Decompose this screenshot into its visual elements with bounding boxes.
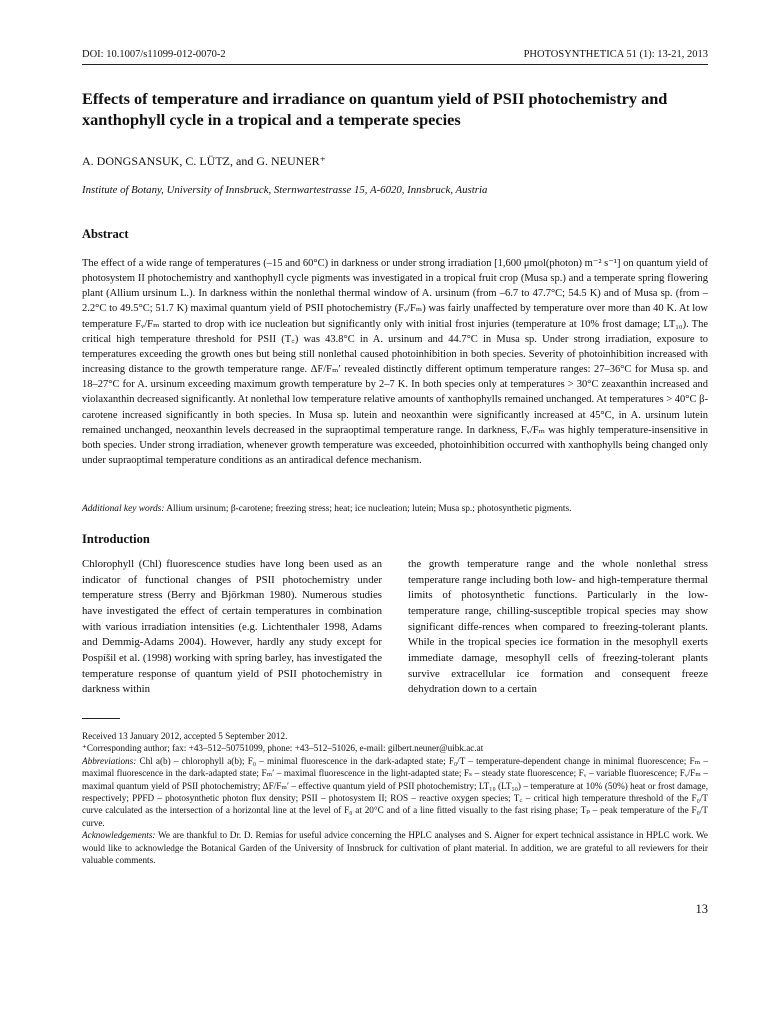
abstract-heading: Abstract — [82, 227, 129, 241]
acknowledgements-label: Acknowledgements: — [82, 830, 156, 841]
introduction-column-left: Chlorophyll (Chl) fluorescence studies have long been used as an indicator of functional changes of PSII photochemistry under temperature stress (Berry and Björkman 1980). Numerous studies have investigated the effect of certain temperatures in combination with various irradiation intensities (e.g. Lichtenthaler 1998, Adams and Demmig-Adams 2004). However, hardly any study except for Pospíšil et al. (1998) working with spring barley, has investigated the temperature response of quantum yield of PSII photochemistry in darkness within — [82, 558, 382, 696]
abbreviations — [82, 755, 708, 829]
keywords-text: Allium ursinum; β-carotene; freezing stress; heat; ice nucleation; lutein; Musa sp.; photosynthetic pigments. — [164, 504, 572, 514]
introduction-heading: Introduction — [82, 532, 150, 546]
abstract-text: The effect of a wide range of temperatures (–15 and 60°C) in darkness or under strong irradiation [1,600 μmol(photon) m⁻² s⁻¹] on quantum yield of photosystem II photochemistry and xanthophyll cycle pigments was investigated in a tropical fruit crop (Musa sp.) and a temperate spring flowering plant (Allium ursinum L.). In darkness within the nonlethal thermal window of A. ursinum (from –6.7 to 47.7°C; 54.5 K) and of Musa sp. (from –2.2°C to 49.5°C; 51.7 K) maximal quantum yield of PSII photochemistry (Fᵥ/Fₘ) was fairly unaffected by temperature over more than 40 K. At low temperature Fᵥ/Fₘ started to drop with ice nucleation but significantly only with initial frost injuries (temperature at 10% frost damage; LT₁₀). The critical high temperature threshold for PSII (T꜀) was 43.8°C in A. ursinum and 44.7°C in Musa sp. Under strong irradiation, exposure to temperatures exceeding the growth ones but being still nonlethal caused photoinhibition in both species. Severity of photoinhibition increased with increasing distance to the growth temperature range. ΔF/Fₘ′ revealed distinctly different optimum temperature ranges: 27–36°C for Musa sp. and 18–27°C for A. ursinum exceeding maximum growth temperature by 2–7 K. In both species only at temperatures > 30°C zeaxanthin increased and violaxanthin decreased significantly. At nonlethal low temperature relative amounts of xanthophylls remained unchanged. At temperatures > 40°C β-carotene increased significantly in both species. In Musa sp. lutein and neoxanthin were significantly increased at 45°C, in A. ursinum lutein remained unchanged, neoxanthin levels decreased in the supraoptimal temperature range. In darkness, Fᵥ/Fₘ was highly temperature-insensitive in both species. Under strong irradiation, whenever growth temperature was exceeded, photoinhibition occurred with xanthophylls being changed only under supraoptimal temperature conditions as an antiradical defence mechanism. — [82, 258, 708, 467]
acknowledgements-text: We are thankful to Dr. D. Remias for useful advice concerning the HPLC analyses and S. Aigner for expert technical assistance in HPLC work. We would like to acknowledge the Botanical Garden of the University of Innsbruck for cultivation of plant material. In addition, we are grateful to all reviewers for their valuable comments. — [82, 830, 708, 866]
page-number: 13 — [695, 902, 708, 916]
running-header — [82, 49, 708, 65]
received-dates: Received 13 January 2012, accepted 5 September 2012. — [82, 731, 288, 741]
footnotes — [82, 730, 708, 866]
footnote-divider — [82, 718, 120, 719]
paper-page — [82, 0, 708, 1024]
acknowledgements — [82, 829, 708, 866]
doi-text: DOI: 10.1007/s11099-012-0070-2 — [82, 49, 226, 60]
corresponding-author: ⁺Corresponding author; fax: +43–512–50751099, phone: +43–512–51026, e-mail: gilbert.neuner@uibk.ac.at — [82, 743, 484, 754]
abbreviations-label: Abbreviations: — [82, 755, 137, 766]
abbreviations-text: Chl a(b) – chlorophyll a(b); F₀ – minimal fluorescence in the dark-adapted state; F₀/T – temperature-dependent change in minimal fluorescence; Fₘ – maximal fluorescence in the dark-adapted state; Fₘ′ – maximal fluorescence in the light-adapted state; Fₛ – steady state fluorescence; Fᵥ – variable fluorescence; Fᵥ/Fₘ – maximal quantum yield of PSII photochemistry; ΔF/Fₘ′ – effective quantum yield of PSII photochemistry; LT₁₀ (LT₅₀) – temperature at 10% (50%) heat or frost damage, respectively; PPFD – photosynthetic photon flux density; PSII – photosystem II; ROS – reactive oxygen species; T꜀ – critical high temperature threshold of the F₀/T curve calculated as the intersection of a horizontal line at the level of F₀ at 20°C and of a line fitted visually to the fast rising phase; Tₚ – peak temperature of the F₀/T curve. — [82, 755, 708, 828]
paper-title: Effects of temperature and irradiance on quantum yield of PSII photochemistry and xanthophyll cycle in a tropical and a temperate species — [82, 89, 668, 129]
affiliation: Institute of Botany, University of Innsbruck, Sternwartestrasse 15, A-6020, Innsbruck, Austria — [82, 184, 488, 196]
keywords-label: Additional key words: — [82, 504, 165, 514]
introduction-column-right: the growth temperature range and the whole nonlethal stress temperature range including both low- and high-temperature thermal limits of photosynthetic functions. Particularly in the low-temperature range, chilling-susceptible tropical species may show significant diffe-rences when compared to freezing-tolerant plants. While in the tropical species ice formation in the mesophyll exerts immediate damage, mesophyll cells of freezing-tolerant plants survive extracellular ice formation and consequent freeze dehydration down to a certain — [408, 558, 708, 696]
keywords — [82, 504, 708, 514]
journal-citation: PHOTOSYNTHETICA 51 (1): 13-21, 2013 — [523, 49, 708, 60]
author-list: A. DONGSANSUK, C. LÜTZ, and G. NEUNER⁺ — [82, 154, 326, 168]
